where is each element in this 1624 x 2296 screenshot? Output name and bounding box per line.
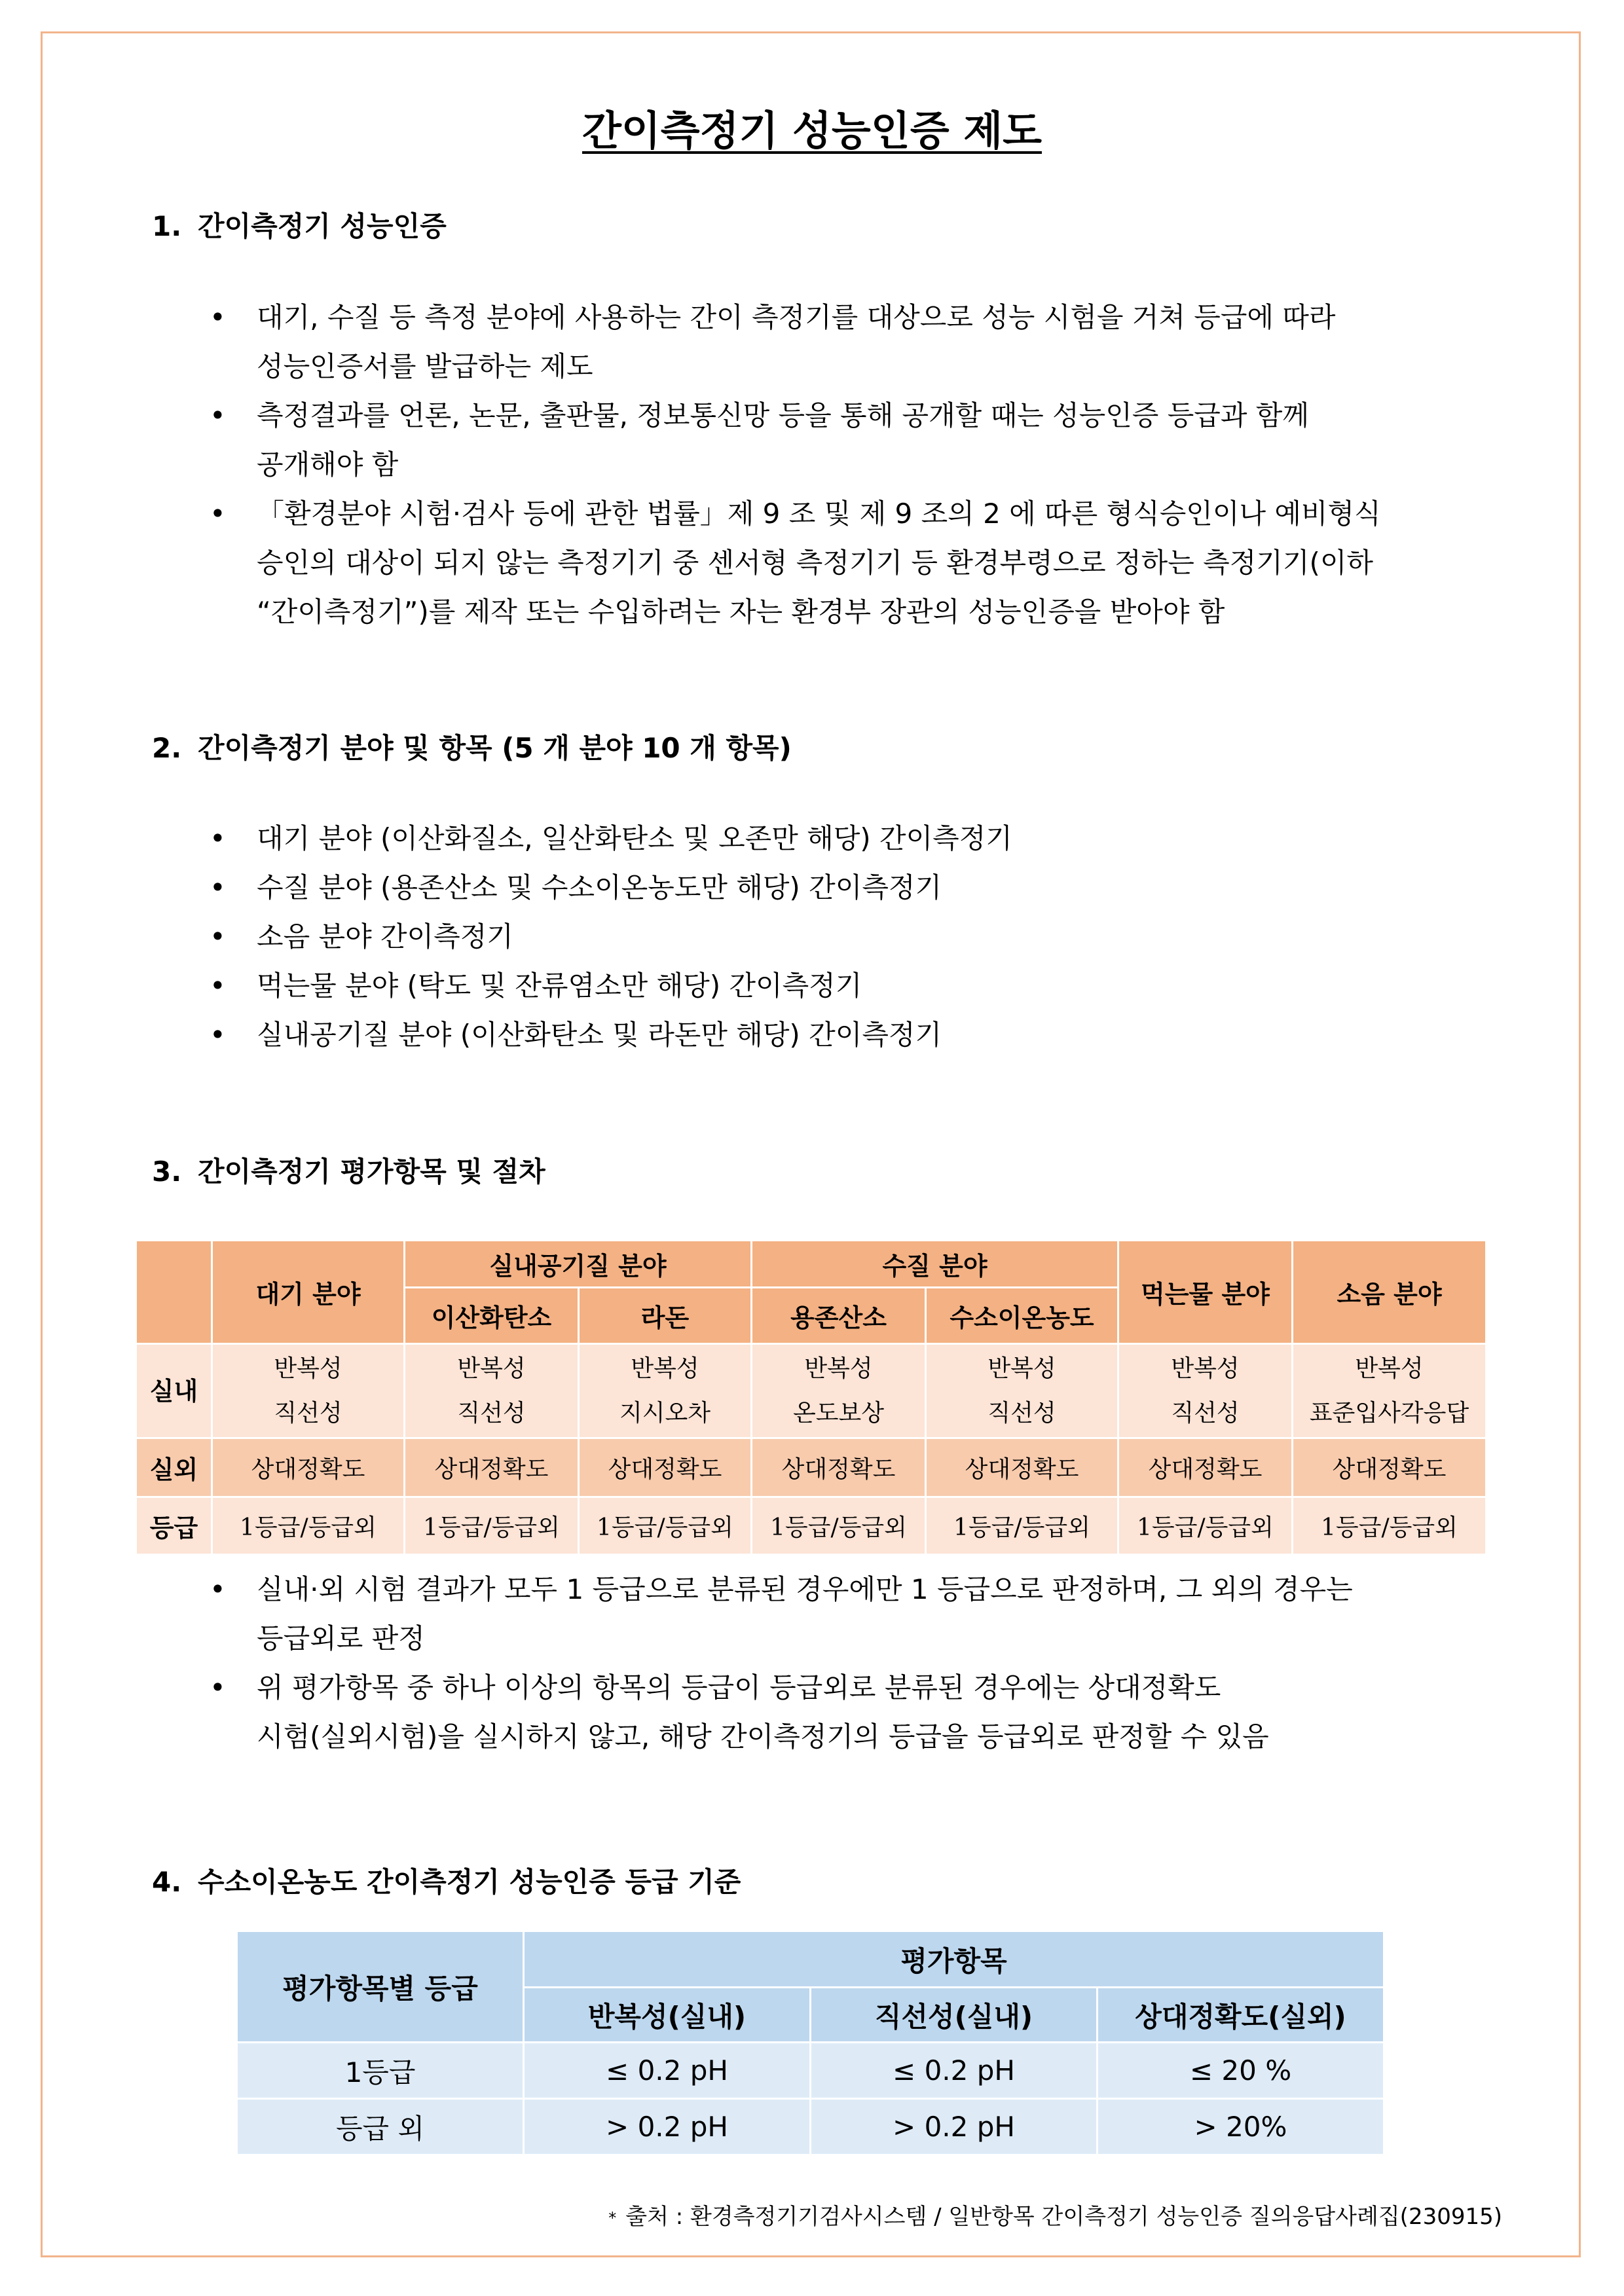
section-1-bullets: [210, 293, 1513, 636]
table-cell: 상대정확도: [579, 1438, 752, 1497]
table-cell: 상대정확도: [212, 1438, 405, 1497]
table-row: [237, 2099, 1384, 2155]
list-item: • 먹는물 분야 (탁도 및 잔류염소만 해당) 간이측정기: [210, 961, 1513, 1010]
table-header-cell: 상대정확도(실외): [1098, 1988, 1384, 2043]
list-item: • 「환경분야 시험·검사 등에 관한 법률」제 9 조 및 제 9 조의 2 에 따른 형식승인이나 예비형식 승인의 대상이 되지 않는 측정기기 중 센서형 측정기기 등 환경부령으로 정하는 측정기기(이하 “간이측정기”)를 제작 또는 수입하려는 자는 환경부 장관의 성능인증을 받아야 함: [210, 489, 1513, 636]
section-2-heading: 2. 간이측정기 분야 및 항목 (5 개 분야 10 개 항목): [152, 732, 792, 764]
table-cell: > 0.2 pH: [811, 2099, 1098, 2155]
table-header-cell: 소음 분야: [1293, 1241, 1486, 1344]
table-cell: > 0.2 pH: [524, 2099, 811, 2155]
table-cell: 상대정확도: [926, 1438, 1118, 1497]
section-3-bullets: [210, 1565, 1513, 1761]
table-cell: 반복성 지시오차: [579, 1344, 752, 1438]
page-title: 간이측정기 성능인증 제도: [582, 107, 1042, 155]
table-cell: 상대정확도: [752, 1438, 926, 1497]
table-header-cell: 반복성(실내): [524, 1988, 811, 2043]
table-row: [136, 1344, 1486, 1438]
table-cell: 1등급/등급외: [926, 1497, 1118, 1555]
table-header-cell: 라돈: [579, 1288, 752, 1344]
row-label: 등급: [136, 1497, 212, 1555]
list-item: • 대기, 수질 등 측정 분야에 사용하는 간이 측정기를 대상으로 성능 시험을 거쳐 등급에 따라 성능인증서를 발급하는 제도: [210, 293, 1513, 391]
row-label: 등급 외: [237, 2099, 524, 2155]
table-cell: 1등급/등급외: [405, 1497, 579, 1555]
table-cell: 1등급/등급외: [579, 1497, 752, 1555]
table-cell: ≤ 0.2 pH: [524, 2043, 811, 2099]
list-item: • 실내·외 시험 결과가 모두 1 등급으로 분류된 경우에만 1 등급으로 판정하며, 그 외의 경우는 등급외로 판정: [210, 1565, 1513, 1663]
row-label: 실내: [136, 1344, 212, 1438]
footnote-mark: *: [608, 2208, 617, 2227]
table-cell: > 20%: [1098, 2099, 1384, 2155]
table-cell: 상대정확도: [1293, 1438, 1486, 1497]
table-header-cell: 대기 분야: [212, 1241, 405, 1344]
table-cell: 반복성 온도보상: [752, 1344, 926, 1438]
table-header-cell: 실내공기질 분야: [405, 1241, 752, 1288]
table-cell: 반복성 직선성: [926, 1344, 1118, 1438]
table-cell: 상대정확도: [405, 1438, 579, 1497]
table-header-cell: 수질 분야: [752, 1241, 1118, 1288]
section-4-heading: 4. 수소이온농도 간이측정기 성능인증 등급 기준: [152, 1866, 741, 1898]
table-header-cell: 평가항목별 등급: [237, 1931, 524, 2043]
table-header-cell: 평가항목: [524, 1931, 1384, 1988]
table-cell: 반복성 직선성: [405, 1344, 579, 1438]
ph-grade-criteria-table: [236, 1930, 1385, 2156]
table-cell: 1등급/등급외: [752, 1497, 926, 1555]
section-1-heading: 1. 간이측정기 성능인증: [152, 210, 447, 242]
table-header-cell: 먹는물 분야: [1118, 1241, 1293, 1344]
table-cell: 반복성 직선성: [212, 1344, 405, 1438]
source-footnote: * 출처 : 환경측정기기검사시스템 / 일반항목 간이측정기 성능인증 질의응답사례집(230915): [608, 2204, 1502, 2230]
table-row: [136, 1438, 1486, 1497]
list-item: • 대기 분야 (이산화질소, 일산화탄소 및 오존만 해당) 간이측정기: [210, 814, 1513, 863]
evaluation-items-table: [135, 1239, 1487, 1556]
list-item: • 수질 분야 (용존산소 및 수소이온농도만 해당) 간이측정기: [210, 863, 1513, 912]
list-item: • 측정결과를 언론, 논문, 출판물, 정보통신망 등을 통해 공개할 때는 성능인증 등급과 함께 공개해야 함: [210, 391, 1513, 489]
table-row: [237, 2043, 1384, 2099]
section-3-heading: 3. 간이측정기 평가항목 및 절차: [152, 1156, 545, 1188]
table-cell: 1등급/등급외: [212, 1497, 405, 1555]
table-cell: 반복성 직선성: [1118, 1344, 1293, 1438]
table-cell: 1등급/등급외: [1118, 1497, 1293, 1555]
table-header-cell: 수소이온농도: [926, 1288, 1118, 1344]
list-item: • 실내공기질 분야 (이산화탄소 및 라돈만 해당) 간이측정기: [210, 1010, 1513, 1059]
row-label: 실외: [136, 1438, 212, 1497]
table-row: [136, 1497, 1486, 1555]
table-cell: 상대정확도: [1118, 1438, 1293, 1497]
table-cell: 1등급/등급외: [1293, 1497, 1486, 1555]
table-header-cell: 이산화탄소: [405, 1288, 579, 1344]
list-item: • 위 평가항목 중 하나 이상의 항목의 등급이 등급외로 분류된 경우에는 상대정확도 시험(실외시험)을 실시하지 않고, 해당 간이측정기의 등급을 등급외로 판정할 수 있음: [210, 1663, 1513, 1761]
table-cell: ≤ 0.2 pH: [811, 2043, 1098, 2099]
table-cell: ≤ 20 %: [1098, 2043, 1384, 2099]
table-header-cell: 용존산소: [752, 1288, 926, 1344]
table-header-cell: 직선성(실내): [811, 1988, 1098, 2043]
list-item: • 소음 분야 간이측정기: [210, 912, 1513, 961]
table-corner-cell: [136, 1241, 212, 1344]
section-2-bullets: [210, 814, 1513, 1059]
row-label: 1등급: [237, 2043, 524, 2099]
table-cell: 반복성 표준입사각응답: [1293, 1344, 1486, 1438]
